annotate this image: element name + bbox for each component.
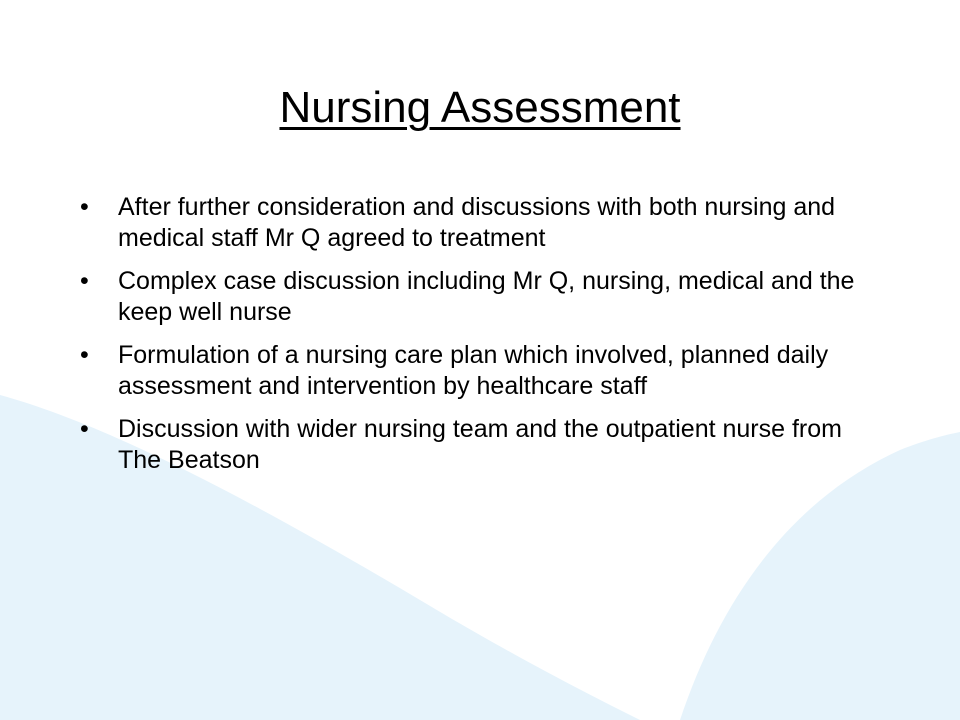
bullet-glyph: • — [80, 415, 89, 443]
bullet-glyph: • — [80, 267, 89, 295]
bullet-text: Discussion with wider nursing team and the outpatient nurse from The Beatson — [118, 415, 842, 474]
bullet-item — [80, 340, 880, 402]
bullet-glyph: • — [80, 193, 89, 221]
slide-title: Nursing Assessment — [279, 83, 681, 132]
bullet-item — [80, 192, 880, 254]
bullet-text: After further consideration and discussions with both nursing and medical staff Mr Q agreed to treatment — [118, 193, 836, 252]
bullet-item — [80, 266, 880, 328]
bullet-text: Complex case discussion including Mr Q, nursing, medical and the keep well nurse — [118, 267, 855, 326]
bullet-list — [80, 192, 880, 488]
bullet-glyph: • — [80, 341, 89, 369]
bullet-text: Formulation of a nursing care plan which involved, planned daily assessment and intervention by healthcare staff — [118, 341, 829, 400]
bullet-item — [80, 414, 880, 476]
